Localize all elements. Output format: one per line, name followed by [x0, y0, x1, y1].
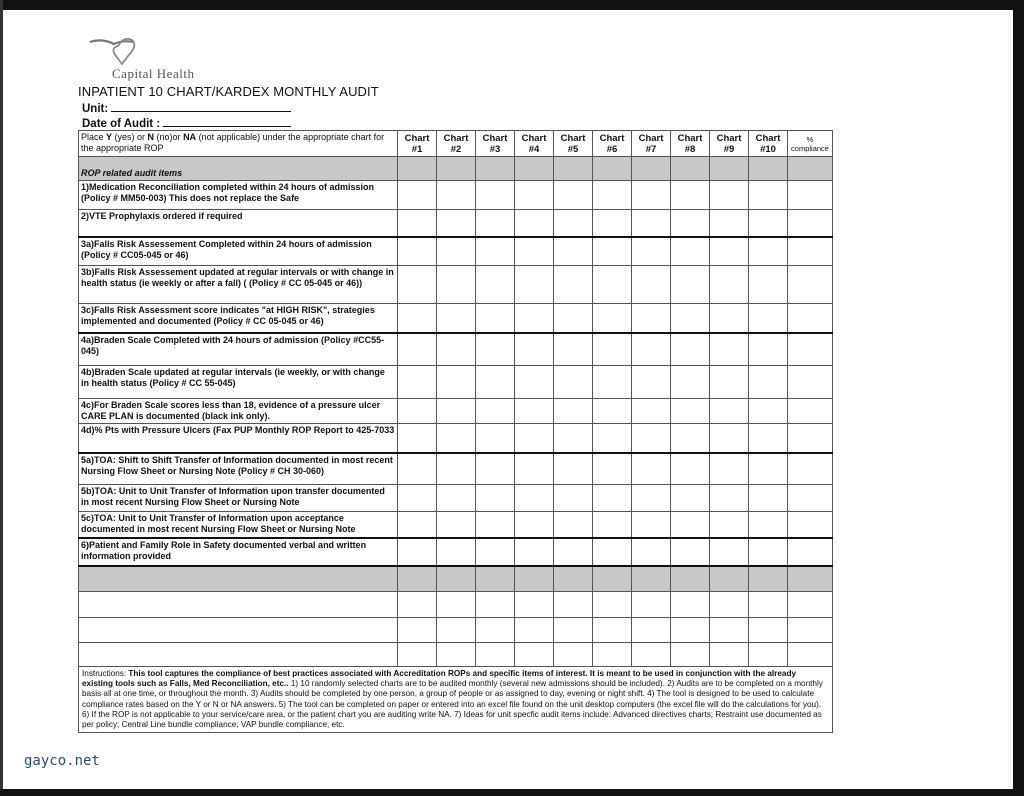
chart-entry-cell[interactable] [515, 538, 554, 566]
unit-field [82, 100, 291, 115]
blank-cell[interactable] [476, 592, 515, 618]
chart-entry-cell[interactable] [710, 453, 749, 485]
chart-entry-cell[interactable] [671, 399, 710, 424]
blank-cell[interactable] [593, 618, 632, 643]
audit-item-description: 5c)TOA: Unit to Unit Transfer of Information upon acceptance documented in most recent Nursing Flow Sheet or Nursing Note [79, 512, 398, 538]
blank-cell[interactable] [788, 618, 833, 643]
unit-line [111, 100, 291, 112]
chart-entry-cell[interactable] [437, 399, 476, 424]
audit-item-description: 6)Patient and Family Role in Safety documented verbal and written information provided [79, 538, 398, 566]
document-title: INPATIENT 10 CHART/KARDEX MONTHLY AUDIT [78, 84, 379, 99]
blank-cell[interactable] [554, 618, 593, 643]
chart-entry-cell[interactable] [593, 266, 632, 304]
chart-entry-cell[interactable] [398, 538, 437, 566]
blank-cell[interactable] [593, 643, 632, 667]
chart-entry-cell[interactable] [632, 210, 671, 237]
chart-entry-cell[interactable] [437, 304, 476, 333]
table-row [79, 210, 833, 237]
chart-entry-cell[interactable] [437, 485, 476, 512]
instructions-bold: This tool captures the compliance of best practices associated with Accreditation ROPs and specific items of interest. It is meant to be used in conjunction with the already existing tools such as Falls, Med Reconciliation, etc.. [82, 669, 797, 689]
capital-health-logo [88, 36, 248, 82]
chart-entry-cell[interactable] [671, 333, 710, 366]
table-row [79, 304, 833, 333]
chart-entry-cell[interactable] [632, 237, 671, 266]
instruction-header: Place Y (yes) or N (no)or NA (not applicable) under the appropriate chart for the appropriate ROP [79, 131, 398, 157]
chart-header-5: Chart #5 [554, 131, 593, 157]
audit-item-description: 3a)Falls Risk Assessement Completed within 24 hours of admission (Policy # CC05-045 or 46) [79, 237, 398, 266]
audit-item-description: 3b)Falls Risk Assessement updated at regular intervals or with change in health status (ie weekly or after a fall) ( (Policy # CC 05-045 or 46)) [79, 266, 398, 304]
compliance-cell[interactable] [788, 266, 833, 304]
chart-entry-cell[interactable] [515, 304, 554, 333]
blank-cell[interactable] [749, 592, 788, 618]
blank-row [79, 643, 833, 667]
chart-entry-cell[interactable] [554, 399, 593, 424]
date-label: Date of Audit : [82, 118, 161, 130]
compliance-cell[interactable] [788, 366, 833, 399]
chart-entry-cell[interactable] [593, 538, 632, 566]
blank-cell[interactable] [749, 566, 788, 592]
blank-cell[interactable] [398, 566, 437, 592]
chart-entry-cell[interactable] [437, 266, 476, 304]
chart-entry-cell[interactable] [554, 181, 593, 210]
chart-entry-cell[interactable] [593, 424, 632, 453]
heart-logo-icon [88, 36, 158, 70]
chart-entry-cell[interactable] [476, 333, 515, 366]
blank-cell[interactable] [79, 643, 398, 667]
chart-entry-cell[interactable] [632, 181, 671, 210]
table-row [79, 366, 833, 399]
chart-entry-cell[interactable] [476, 366, 515, 399]
chart-entry-cell[interactable] [476, 210, 515, 237]
chart-header-4: Chart #4 [515, 131, 554, 157]
chart-header-10: Chart #10 [749, 131, 788, 157]
chart-entry-cell[interactable] [476, 538, 515, 566]
chart-entry-cell[interactable] [398, 424, 437, 453]
chart-entry-cell[interactable] [749, 210, 788, 237]
chart-entry-cell[interactable] [554, 333, 593, 366]
blank-cell[interactable] [437, 618, 476, 643]
chart-entry-cell[interactable] [398, 237, 437, 266]
chart-entry-cell[interactable] [749, 266, 788, 304]
table-row [79, 538, 833, 566]
chart-header-8: Chart #8 [671, 131, 710, 157]
blank-cell[interactable] [749, 618, 788, 643]
instructions-label: Instructions: [82, 669, 129, 678]
compliance-cell[interactable] [788, 485, 833, 512]
chart-entry-cell[interactable] [515, 485, 554, 512]
table-row [79, 399, 833, 424]
chart-entry-cell[interactable] [671, 538, 710, 566]
blank-cell[interactable] [398, 592, 437, 618]
blank-cell[interactable] [788, 566, 833, 592]
blank-cell[interactable] [79, 618, 398, 643]
unit-label: Unit: [82, 103, 109, 115]
chart-entry-cell[interactable] [671, 485, 710, 512]
chart-entry-cell[interactable] [554, 266, 593, 304]
frame-left [0, 0, 3, 796]
blank-cell[interactable] [632, 592, 671, 618]
instructions-text [79, 667, 833, 733]
chart-entry-cell[interactable] [593, 366, 632, 399]
chart-entry-cell[interactable] [554, 237, 593, 266]
compliance-cell[interactable] [788, 304, 833, 333]
blank-cell[interactable] [398, 643, 437, 667]
chart-entry-cell[interactable] [398, 512, 437, 538]
chart-entry-cell[interactable] [515, 237, 554, 266]
blank-cell[interactable] [710, 643, 749, 667]
chart-entry-cell[interactable] [632, 304, 671, 333]
chart-entry-cell[interactable] [749, 453, 788, 485]
audit-item-description: 2)VTE Prophylaxis ordered if required [79, 210, 398, 237]
chart-entry-cell[interactable] [437, 512, 476, 538]
chart-entry-cell[interactable] [515, 366, 554, 399]
audit-item-description: 3c)Falls Risk Assessment score indicates "at HIGH RISK", strategies implemented and documented (Policy # CC 05-045 or 46) [79, 304, 398, 333]
chart-entry-cell[interactable] [632, 453, 671, 485]
blank-cell[interactable] [437, 592, 476, 618]
blank-cell[interactable] [515, 618, 554, 643]
chart-entry-cell[interactable] [398, 485, 437, 512]
audit-item-description: 4a)Braden Scale Completed with 24 hours of admission (Policy #CC55-045) [79, 333, 398, 366]
table-row [79, 181, 833, 210]
chart-entry-cell[interactable] [671, 266, 710, 304]
chart-entry-cell[interactable] [554, 512, 593, 538]
compliance-cell[interactable] [788, 424, 833, 453]
chart-entry-cell[interactable] [710, 181, 749, 210]
chart-entry-cell[interactable] [671, 237, 710, 266]
chart-entry-cell[interactable] [593, 399, 632, 424]
chart-entry-cell[interactable] [632, 512, 671, 538]
chart-entry-cell[interactable] [515, 210, 554, 237]
compliance-cell[interactable] [788, 210, 833, 237]
chart-entry-cell[interactable] [671, 304, 710, 333]
chart-entry-cell[interactable] [437, 538, 476, 566]
chart-entry-cell[interactable] [476, 266, 515, 304]
chart-entry-cell[interactable] [398, 181, 437, 210]
blank-cell[interactable] [710, 566, 749, 592]
frame-bottom [0, 789, 1024, 796]
audit-item-description: 4b)Braden Scale updated at regular intervals (ie weekly, or with change in health status (Policy # CC 55-045) [79, 366, 398, 399]
chart-header-2: Chart #2 [437, 131, 476, 157]
chart-entry-cell[interactable] [749, 304, 788, 333]
chart-entry-cell[interactable] [749, 512, 788, 538]
chart-entry-cell[interactable] [710, 512, 749, 538]
audit-table [78, 130, 833, 733]
chart-entry-cell[interactable] [554, 366, 593, 399]
watermark: gayco.net [24, 753, 100, 769]
instructions-row [79, 667, 833, 733]
chart-entry-cell[interactable] [554, 453, 593, 485]
blank-cell[interactable] [671, 592, 710, 618]
chart-entry-cell[interactable] [554, 538, 593, 566]
blank-cell[interactable] [632, 566, 671, 592]
chart-entry-cell[interactable] [515, 512, 554, 538]
chart-entry-cell[interactable] [749, 538, 788, 566]
chart-entry-cell[interactable] [710, 304, 749, 333]
chart-entry-cell[interactable] [398, 453, 437, 485]
audit-item-description: 4d)% Pts with Pressure Ulcers (Fax PUP Monthly ROP Report to 425-7033 [79, 424, 398, 453]
chart-entry-cell[interactable] [437, 333, 476, 366]
chart-entry-cell[interactable] [749, 333, 788, 366]
compliance-cell[interactable] [788, 512, 833, 538]
chart-entry-cell[interactable] [437, 366, 476, 399]
blank-cell[interactable] [788, 592, 833, 618]
chart-entry-cell[interactable] [476, 399, 515, 424]
compliance-header: % compliance [788, 131, 833, 157]
blank-cell[interactable] [515, 592, 554, 618]
chart-entry-cell[interactable] [437, 181, 476, 210]
compliance-cell[interactable] [788, 399, 833, 424]
chart-entry-cell[interactable] [515, 424, 554, 453]
blank-cell[interactable] [554, 566, 593, 592]
chart-entry-cell[interactable] [632, 399, 671, 424]
chart-entry-cell[interactable] [593, 453, 632, 485]
table-row [79, 266, 833, 304]
table-row [79, 453, 833, 485]
blank-cell[interactable] [515, 566, 554, 592]
chart-entry-cell[interactable] [398, 333, 437, 366]
compliance-cell[interactable] [788, 333, 833, 366]
chart-entry-cell[interactable] [515, 181, 554, 210]
chart-entry-cell[interactable] [476, 512, 515, 538]
chart-entry-cell[interactable] [671, 210, 710, 237]
chart-entry-cell[interactable] [749, 366, 788, 399]
chart-entry-cell[interactable] [632, 366, 671, 399]
blank-cell[interactable] [671, 566, 710, 592]
table-row [79, 424, 833, 453]
chart-entry-cell[interactable] [671, 512, 710, 538]
chart-entry-cell[interactable] [632, 424, 671, 453]
chart-entry-cell[interactable] [632, 266, 671, 304]
chart-entry-cell[interactable] [554, 304, 593, 333]
blank-cell[interactable] [710, 592, 749, 618]
audit-item-description: 5b)TOA: Unit to Unit Transfer of Information upon transfer documented in most recent Nursing Flow Sheet or Nursing Note [79, 485, 398, 512]
chart-entry-cell[interactable] [710, 424, 749, 453]
chart-entry-cell[interactable] [593, 237, 632, 266]
chart-entry-cell[interactable] [710, 366, 749, 399]
chart-entry-cell[interactable] [437, 237, 476, 266]
chart-entry-cell[interactable] [398, 366, 437, 399]
chart-entry-cell[interactable] [593, 333, 632, 366]
chart-entry-cell[interactable] [632, 538, 671, 566]
chart-entry-cell[interactable] [437, 210, 476, 237]
blank-cell[interactable] [593, 566, 632, 592]
table-row [79, 333, 833, 366]
blank-cell[interactable] [476, 643, 515, 667]
blank-cell[interactable] [515, 643, 554, 667]
chart-header-6: Chart #6 [593, 131, 632, 157]
chart-header-7: Chart #7 [632, 131, 671, 157]
chart-entry-cell[interactable] [671, 366, 710, 399]
blank-cell[interactable] [632, 618, 671, 643]
chart-entry-cell[interactable] [710, 237, 749, 266]
blank-row [79, 618, 833, 643]
chart-header-3: Chart #3 [476, 131, 515, 157]
chart-entry-cell[interactable] [554, 485, 593, 512]
chart-entry-cell[interactable] [515, 266, 554, 304]
chart-entry-cell[interactable] [398, 399, 437, 424]
compliance-cell[interactable] [788, 237, 833, 266]
chart-entry-cell[interactable] [476, 453, 515, 485]
chart-entry-cell[interactable] [593, 485, 632, 512]
chart-entry-cell[interactable] [593, 512, 632, 538]
chart-entry-cell[interactable] [710, 485, 749, 512]
blank-row [79, 566, 833, 592]
blank-cell[interactable] [593, 592, 632, 618]
chart-entry-cell[interactable] [749, 424, 788, 453]
chart-entry-cell[interactable] [749, 399, 788, 424]
chart-entry-cell[interactable] [515, 399, 554, 424]
chart-entry-cell[interactable] [476, 304, 515, 333]
blank-cell[interactable] [79, 592, 398, 618]
audit-item-description: 5a)TOA: Shift to Shift Transfer of Information documented in most recent Nursing Flow Sheet or Nursing Note (Policy # CH 30-060) [79, 453, 398, 485]
chart-entry-cell[interactable] [398, 210, 437, 237]
chart-entry-cell[interactable] [437, 453, 476, 485]
compliance-cell[interactable] [788, 538, 833, 566]
chart-entry-cell[interactable] [476, 424, 515, 453]
table-row [79, 237, 833, 266]
section-label: ROP related audit items [79, 157, 398, 181]
blank-cell[interactable] [788, 643, 833, 667]
blank-cell[interactable] [749, 643, 788, 667]
compliance-cell[interactable] [788, 453, 833, 485]
chart-entry-cell[interactable] [437, 424, 476, 453]
chart-entry-cell[interactable] [476, 237, 515, 266]
table-row [79, 485, 833, 512]
blank-row [79, 592, 833, 618]
instructions-body: 1) 10 randomly selected charts are to be audited monthly (several new admissions should be included). 2) Audits are to be completed on a monthly basis all at one time, or throughout the month. 3) Audits should be completed by one person, a group of people or as assigned to day, evening or night shift. 4) The tool is designed to be used to calculate compliance rates based on the Y or N or NA answers. 5) The tool can be completed on paper or entered into an excel file found on the unit desktop computers (the excel file will do the calculations for you). 6) If the ROP is not applicable to your service/care area, or the patient chart you are auditing write NA. 7) Ideas for unit specfic audit items include: Advanced directives charts; Restraint use documented as per policy; Central Line bundle compliance; VAP bundle compliance, etc. [82, 679, 823, 730]
blank-cell[interactable] [476, 566, 515, 592]
chart-entry-cell[interactable] [593, 181, 632, 210]
blank-cell[interactable] [398, 618, 437, 643]
chart-entry-cell[interactable] [398, 266, 437, 304]
chart-entry-cell[interactable] [710, 266, 749, 304]
blank-cell[interactable] [632, 643, 671, 667]
chart-entry-cell[interactable] [476, 181, 515, 210]
chart-entry-cell[interactable] [671, 424, 710, 453]
audit-item-description: 4c)For Braden Scale scores less than 18, evidence of a pressure ulcer CARE PLAN is documented (black ink only). [79, 399, 398, 424]
blank-cell[interactable] [671, 643, 710, 667]
chart-entry-cell[interactable] [398, 304, 437, 333]
frame-right [1013, 0, 1024, 796]
chart-entry-cell[interactable] [671, 181, 710, 210]
chart-entry-cell[interactable] [515, 333, 554, 366]
chart-entry-cell[interactable] [671, 453, 710, 485]
chart-entry-cell[interactable] [476, 485, 515, 512]
chart-entry-cell[interactable] [710, 399, 749, 424]
blank-cell[interactable] [437, 566, 476, 592]
chart-entry-cell[interactable] [749, 237, 788, 266]
chart-entry-cell[interactable] [593, 304, 632, 333]
blank-cell[interactable] [710, 618, 749, 643]
chart-entry-cell[interactable] [632, 333, 671, 366]
table-header-row [79, 131, 833, 157]
chart-entry-cell[interactable] [749, 485, 788, 512]
chart-entry-cell[interactable] [515, 453, 554, 485]
table-row [79, 512, 833, 538]
chart-entry-cell[interactable] [554, 210, 593, 237]
logo-name: Capital Health [112, 66, 195, 81]
chart-entry-cell[interactable] [554, 424, 593, 453]
chart-header-9: Chart #9 [710, 131, 749, 157]
chart-entry-cell[interactable] [593, 210, 632, 237]
blank-cell[interactable] [554, 592, 593, 618]
date-line [163, 115, 291, 127]
date-field [82, 115, 291, 130]
blank-cell[interactable] [79, 566, 398, 592]
chart-entry-cell[interactable] [710, 210, 749, 237]
audit-item-description: 1)Medication Reconciliation completed within 24 hours of admission (Policy # MM50-003) This does not replace the Safe [79, 181, 398, 210]
blank-cell[interactable] [671, 618, 710, 643]
chart-entry-cell[interactable] [710, 333, 749, 366]
blank-cell[interactable] [476, 618, 515, 643]
chart-header-1: Chart #1 [398, 131, 437, 157]
blank-cell[interactable] [437, 643, 476, 667]
frame-top [0, 0, 1024, 10]
section-row [79, 157, 833, 181]
chart-entry-cell[interactable] [632, 485, 671, 512]
chart-entry-cell[interactable] [710, 538, 749, 566]
compliance-cell[interactable] [788, 181, 833, 210]
blank-cell[interactable] [554, 643, 593, 667]
chart-entry-cell[interactable] [749, 181, 788, 210]
